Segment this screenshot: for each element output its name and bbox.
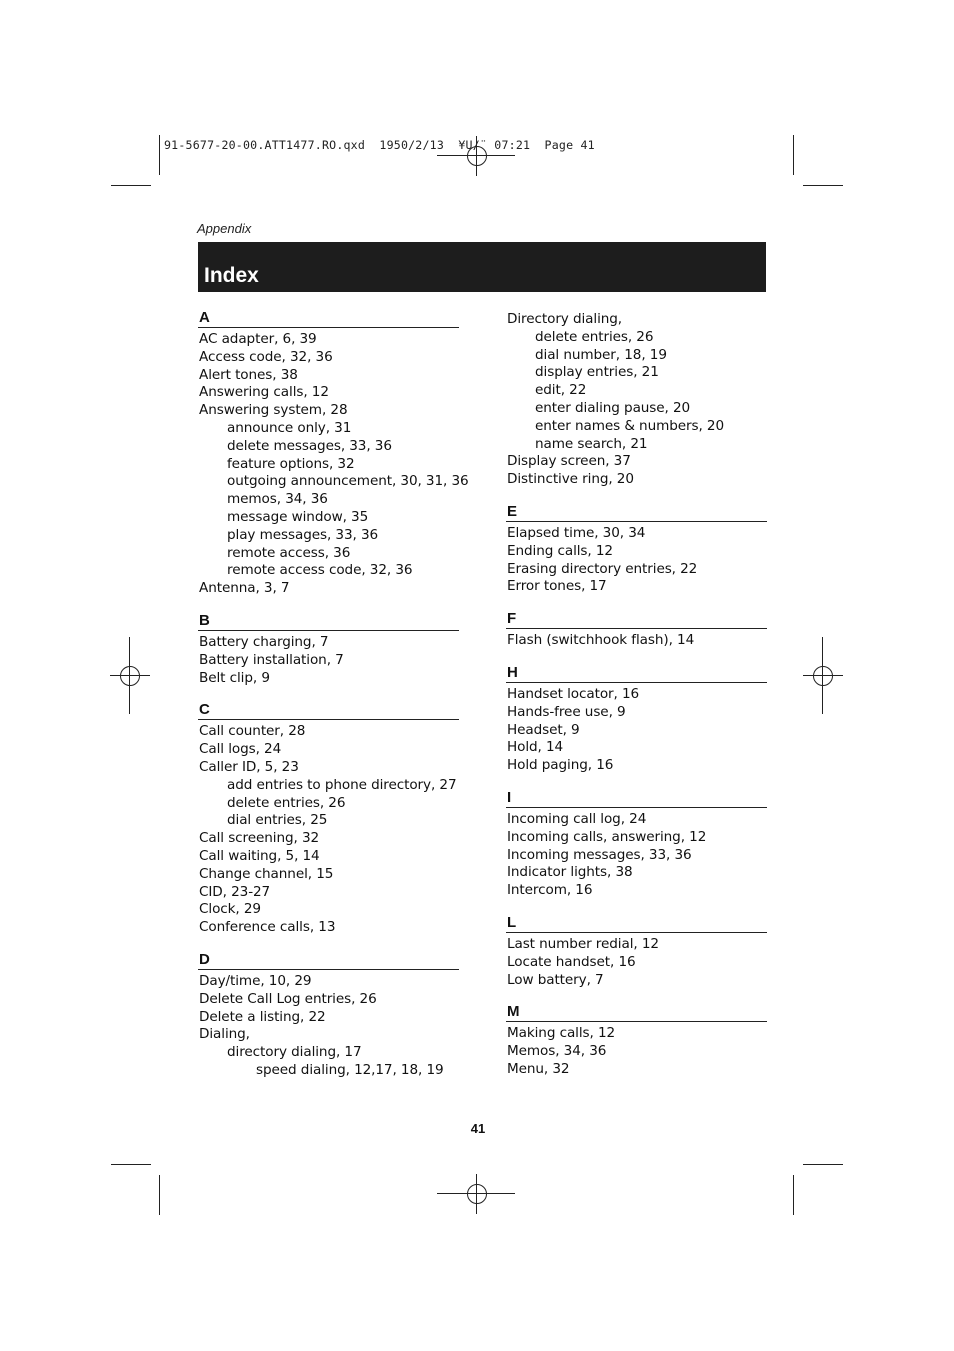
index-entry: Call screening, 32: [199, 830, 320, 847]
index-subentry: directory dialing, 17: [227, 1044, 362, 1061]
section-label: Appendix: [197, 221, 252, 236]
index-entry: Call waiting, 5, 14: [199, 847, 320, 864]
section-letter: A: [198, 309, 459, 328]
index-entry: CID, 23-27: [199, 883, 271, 900]
index-entry: Battery charging, 7: [199, 633, 329, 650]
registration-circle: [813, 666, 833, 686]
section-letter: F: [506, 610, 767, 629]
index-entry: Last number redial, 12: [507, 935, 659, 952]
index-entry: Indicator lights, 38: [507, 864, 633, 881]
index-entry: Conference calls, 13: [199, 919, 336, 936]
index-subentry: feature options, 32: [227, 455, 355, 472]
page-title: Index: [204, 264, 259, 287]
index-entry: Flash (switchhook flash), 14: [507, 632, 695, 649]
index-entry: Battery installation, 7: [199, 651, 344, 668]
page-number: 41: [470, 1121, 486, 1136]
printer-slug: 91-5677-20-00.ATT1477.RO.qxd 1950/2/13 ¥U/¨ 07:21 Page 41: [164, 138, 595, 152]
index-entry: Memos, 34, 36: [507, 1043, 607, 1060]
crop-mark: [803, 1164, 843, 1165]
index-entry: Menu, 32: [507, 1060, 570, 1077]
index-entry: Hold, 14: [507, 739, 564, 756]
crop-mark: [111, 1164, 151, 1165]
crop-mark: [803, 185, 843, 186]
index-entry: Locate handset, 16: [507, 953, 636, 970]
crop-mark: [159, 135, 160, 175]
index-entry: Call counter, 28: [199, 723, 306, 740]
section-letter: I: [506, 789, 767, 808]
index-entry: Headset, 9: [507, 721, 580, 738]
index-section-i: [506, 789, 767, 900]
index-entry: Directory dialing,: [507, 311, 623, 327]
crop-mark: [111, 185, 151, 186]
index-entry: AC adapter, 6, 39: [199, 331, 317, 347]
index-subentry: remote access, 36: [227, 544, 351, 561]
index-subentry: add entries to phone directory, 27: [227, 776, 457, 793]
registration-circle: [467, 1184, 487, 1204]
index-section-a: [198, 309, 469, 598]
index-entry: Dialing,: [199, 1026, 250, 1043]
index-section-f: [506, 610, 767, 650]
index-entry: Clock, 29: [199, 901, 261, 918]
index-entry: Hands-free use, 9: [507, 703, 626, 720]
index-subentry: delete messages, 33, 36: [227, 437, 392, 454]
section-letter: M: [506, 1003, 767, 1022]
section-letter: D: [198, 951, 459, 970]
index-entry: Alert tones, 38: [199, 366, 298, 383]
index-section-m: [506, 1003, 767, 1078]
index-entry: Incoming calls, answering, 12: [507, 828, 707, 845]
section-letter: C: [198, 701, 459, 720]
title-bar: [198, 242, 766, 292]
index-entry: Answering system, 28: [199, 402, 348, 419]
index-subentry: enter dialing pause, 20: [535, 399, 691, 416]
index-entry: Error tones, 17: [507, 578, 607, 595]
index-entry: Incoming messages, 33, 36: [507, 846, 692, 863]
index-subentry: enter names & numbers, 20: [535, 417, 725, 434]
section-letter: H: [506, 664, 767, 683]
index-entry: Access code, 32, 36: [199, 348, 333, 365]
index-entry: Distinctive ring, 20: [507, 471, 634, 488]
crop-mark: [159, 1175, 160, 1215]
index-section-d: [198, 951, 459, 1080]
index-column-left: [198, 309, 469, 1094]
section-letter: E: [506, 503, 767, 522]
index-subentry: remote access code, 32, 36: [227, 562, 413, 579]
index-section-l: [506, 914, 767, 989]
index-subentry: name search, 21: [535, 435, 648, 452]
index-section-h: [506, 664, 767, 775]
index-subentry: outgoing announcement, 30, 31, 36: [227, 473, 469, 490]
index-subentry: delete entries, 26: [535, 328, 654, 345]
index-column-right: [506, 309, 767, 1093]
index-entry: Ending calls, 12: [507, 542, 613, 559]
index-entry: Display screen, 37: [507, 453, 631, 470]
section-letter: L: [506, 914, 767, 933]
index-section-c: [198, 701, 459, 937]
index-entry: Intercom, 16: [507, 882, 593, 899]
index-entry: Erasing directory entries, 22: [507, 560, 698, 577]
index-subentry: speed dialing, 12,17, 18, 19: [256, 1061, 444, 1078]
index-entry: Hold paging, 16: [507, 757, 614, 774]
index-subentry: memos, 34, 36: [227, 491, 328, 508]
crop-mark: [793, 135, 794, 175]
index-subentry: message window, 35: [227, 508, 369, 525]
index-entry: Day/time, 10, 29: [199, 972, 312, 989]
index-entry: Handset locator, 16: [507, 685, 640, 702]
index-subentry: edit, 22: [535, 382, 587, 399]
index-section-e: [506, 503, 767, 596]
registration-circle: [120, 666, 140, 686]
index-entry: Call logs, 24: [199, 741, 282, 758]
index-entry: Incoming call log, 24: [507, 810, 647, 827]
index-subentry: play messages, 33, 36: [227, 526, 379, 543]
index-entry: Delete a listing, 22: [199, 1008, 326, 1025]
index-section-continued: [506, 311, 767, 489]
index-subentry: announce only, 31: [227, 419, 352, 436]
index-entry: Belt clip, 9: [199, 669, 270, 686]
index-subentry: display entries, 21: [535, 364, 659, 381]
index-entry: Caller ID, 5, 23: [199, 758, 299, 775]
index-entry: Delete Call Log entries, 26: [199, 990, 377, 1007]
index-entry: Making calls, 12: [507, 1025, 616, 1042]
index-subentry: dial entries, 25: [227, 812, 328, 829]
index-entry: Low battery, 7: [507, 971, 604, 988]
index-section-b: [198, 612, 459, 687]
index-subentry: delete entries, 26: [227, 794, 346, 811]
section-letter: B: [198, 612, 459, 631]
index-entry: Elapsed time, 30, 34: [507, 524, 646, 541]
index-subentry: dial number, 18, 19: [535, 346, 667, 363]
index-entry: Change channel, 15: [199, 865, 334, 882]
crop-mark: [793, 1175, 794, 1215]
index-entry: Answering calls, 12: [199, 384, 329, 401]
index-entry: Antenna, 3, 7: [199, 580, 290, 597]
